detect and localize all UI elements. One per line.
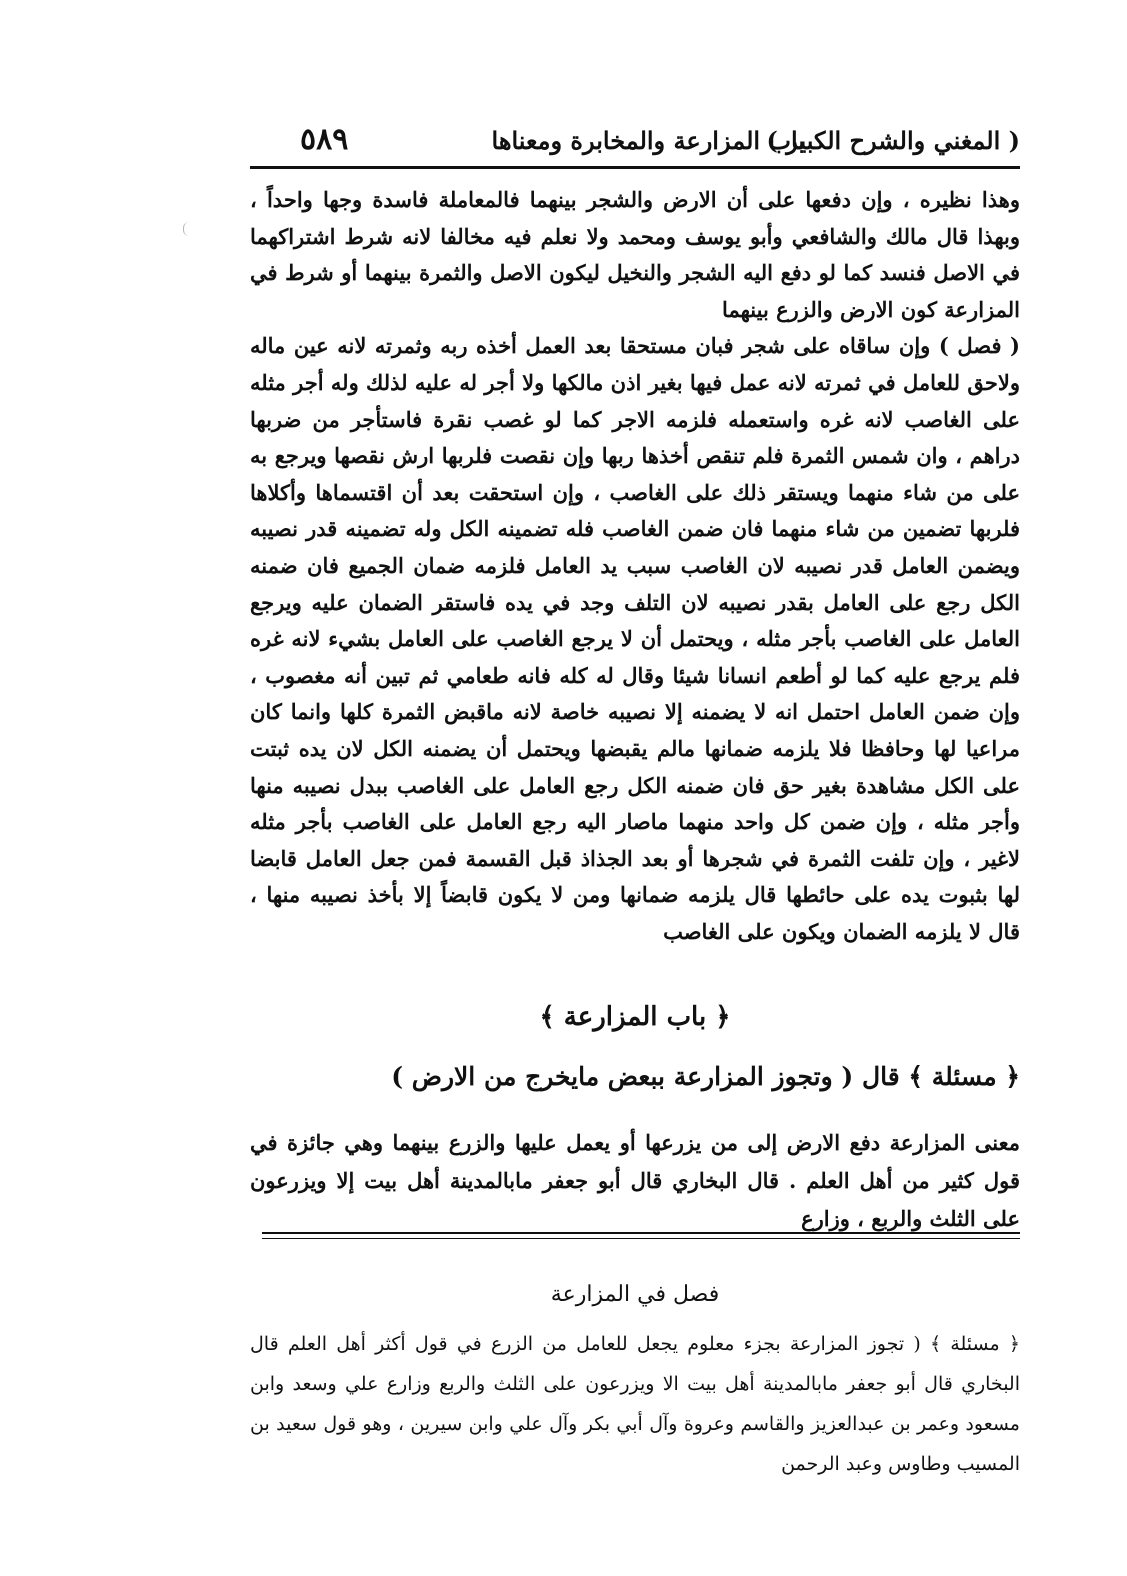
paragraph-3: معنى المزارعة دفع الارض إلى من يزرعها أو يعمل عليها والزرع بينهما وهي جائزة في قول كثير من أهل العلم . قال البخاري قال أبو جعفر مابالمدينة أهل بيت إلا ويزرعون على الثلث والربع ، وزارع: [250, 1130, 1020, 1231]
lower-text: [250, 1324, 1020, 1484]
header-rule: [250, 166, 1020, 169]
margin-mark: [183, 222, 192, 236]
paragraph-1: وهذا نظيره ، وإن دفعها على أن الارض والشجر بينهما فالمعاملة فاسدة وجها واحداً ، وبهذا قال مالك والشافعي وأبو يوسف ومحمد ولا نعلم فيه مخالفا لانه شرط اشتراكهما في الاصل فنسد كما لو دفع اليه الشجر والنخيل ليكون الاصل والثمرة بينهما أو شرط في المزارعة كون الارض والزرع بينهما: [250, 187, 1020, 322]
separator-rule-thin: [262, 1238, 1020, 1239]
page-header: [250, 120, 1020, 168]
lower-paragraph: ﴿ مسئلة ﴾ ( تجوز المزارعة بجزء معلوم يجعل للعامل من الزرع في قول أكثر أهل العلم قال البخاري قال أبو جعفر مابالمدينة أهل بيت الا ويزرعون على الثلث والربع وزارع علي وسعد وابن مسعود وعمر بن عبدالعزيز والقاسم وعروة وآل أبي بكر وآل علي وابن سيرين ، وهو قول سعيد بن المسيب وطاوس وعبد الرحمن: [250, 1333, 1020, 1475]
lower-section-heading: فصل في المزارعة: [550, 1282, 720, 1307]
book-title: ( المغني والشرح الكبير ): [766, 126, 1020, 155]
section-title: باب المزارعة والمخابرة ومعناها: [491, 126, 805, 155]
masala-text: ﴿ مسئلة ﴾ قال ( وتجوز المزارعة ببعض مايخرج من الارض ): [391, 1062, 1020, 1091]
main-text: [250, 182, 1020, 950]
paragraph-2: ( فصل ) وإن ساقاه على شجر فبان مستحقا بعد العمل أخذه ربه وثمرته لانه عين ماله ولاحق للعامل في ثمرته لانه عمل فيها بغير اذن مالكها ولا أجر له عليه لذلك وله أجر مثله على الغاصب لانه غره واستعمله فلزمه الاجر كما لو غصب نقرة فاستأجر من ضربها دراهم ، وان شمس الثمرة فلم تنقص أخذها ربها وإن نقصت فلربها ارش نقصها ويرجع به على من شاء منهما ويستقر ذلك على الغاصب ، وإن استحقت بعد أن اقتسماها وأكلاها فلربها تضمين من شاء منهما فان ضمن الغاصب فله تضمينه الكل وله تضمينه قدر نصيبه ويضمن العامل قدر نصيبه لان الغاصب سبب يد العامل فلزمه ضمان الجميع فان ضمنه الكل رجع على العامل بقدر نصيبه لان التلف وجد في يده فاستقر الضمان عليه ويرجع العامل على الغاصب بأجر مثله ، ويحتمل أن لا يرجع الغاصب على العامل بشيء لانه غره فلم يرجع عليه كما لو أطعم انسانا شيئا وقال له كله فانه طعامي ثم تبين أنه مغصوب ، وإن ضمن العامل احتمل انه لا يضمنه إلا نصيبه خاصة لانه ماقبض الثمرة كلها وانما كان مراعيا لها وحافظا فلا يلزمه ضمانها مالم يقبضها ويحتمل أن يضمنه الكل لان يده ثبتت على الكل مشاهدة بغير حق فان ضمنه الكل رجع العامل على الغاصب ببدل نصيبه منها وأجر مثله ، وإن ضمن كل واحد منهما ماصار اليه رجع العامل على الغاصب بأجر مثله لاغير ، وإن تلفت الثمرة في شجرها أو بعد الجذاذ قبل القسمة فمن جعل العامل قابضا لها بثبوت يده على حائطها قال يلزمه ضمانها ومن لا يكون قابضاً إلا بأخذ نصيبه منها ، قال لا يلزمه الضمان ويكون على الغاصب: [250, 333, 1020, 944]
main-text-continued: [250, 1124, 1020, 1238]
chapter-heading: ﴿ باب المزارعة ﴾: [539, 1002, 731, 1032]
separator-rule: [262, 1232, 1020, 1234]
page-number: ٥٨٩: [300, 122, 349, 157]
masala-heading: [250, 1062, 1020, 1091]
